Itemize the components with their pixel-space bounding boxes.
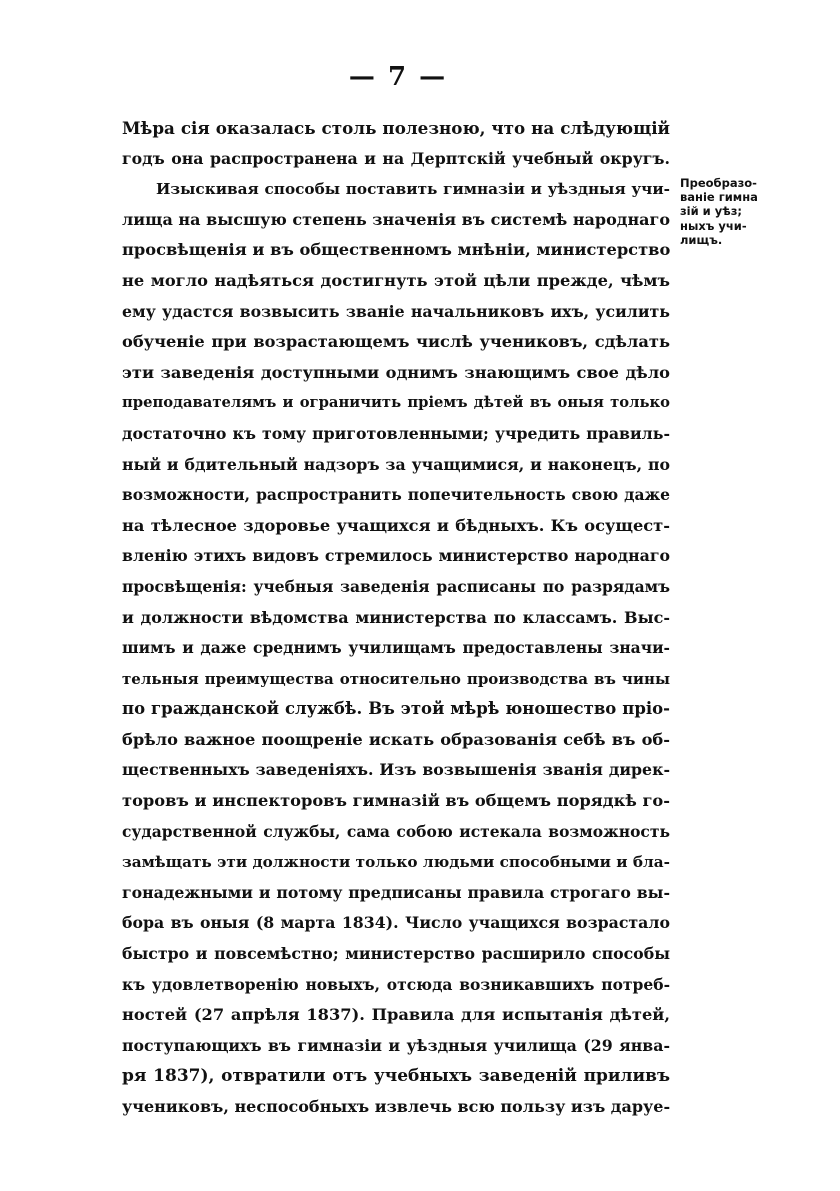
text-line: ему удастся возвысить званіе начальниковъ ихъ, усилить bbox=[122, 301, 670, 321]
margin-note-line: лищъ. bbox=[680, 232, 723, 247]
text-line: достаточно къ тому приготовленными; учредить правиль- bbox=[122, 423, 670, 443]
margin-note-line: Преобразо- bbox=[680, 176, 757, 190]
text-line: поступающихъ въ гимназіи и уѣздныя училища (29 янва- bbox=[122, 1035, 670, 1055]
text-line: учениковъ, неспособныхъ извлечь всю пользу изъ даруе- bbox=[122, 1097, 670, 1116]
margin-note-line: ваніе гимна bbox=[680, 190, 758, 205]
text-line: гонадежными и потому предписаны правила строгаго вы- bbox=[122, 882, 670, 902]
text-line: преподавателямъ и ограничить пріемъ дѣтей въ оныя только bbox=[122, 394, 670, 412]
text-line: щественныхъ заведеніяхъ. Изъ возвышенія званія дирек- bbox=[122, 760, 670, 780]
text-line: Мѣра сія оказалась столь полезною, что на слѣдующій bbox=[122, 118, 670, 138]
text-line: торовъ и инспекторовъ гимназій въ общемъ порядкѣ го- bbox=[122, 791, 670, 811]
text-line: къ удовлетворенію новыхъ, отсюда возникавшихъ потреб- bbox=[122, 974, 670, 994]
text-line: ностей (27 апрѣля 1837). Правила для испытанія дѣтей, bbox=[122, 1005, 670, 1025]
text-line: эти заведенія доступными однимъ знающимъ свое дѣло bbox=[122, 362, 670, 382]
main-text bbox=[122, 113, 670, 1123]
text-line: не могло надѣяться достигнуть этой цѣли прежде, чѣмъ bbox=[122, 270, 670, 290]
text-line: на тѣлесное здоровье учащихся и бѣдныхъ. Къ осущест- bbox=[122, 515, 670, 535]
text-line: брѣло важное поощреніе искать образованія себѣ въ об- bbox=[122, 729, 670, 749]
text-line: просвѣщенія: учебныя заведенія расписаны по разрядамъ bbox=[122, 576, 670, 596]
text-line: просвѣщенія и въ общественномъ мнѣніи, министерство bbox=[122, 240, 670, 260]
text-line: и должности вѣдомства министерства по классамъ. Выс- bbox=[122, 607, 670, 627]
page-number: — 7 — bbox=[348, 62, 448, 92]
text-line: быстро и повсемѣстно; министерство расширило способы bbox=[122, 944, 670, 964]
text-line: сударственной службы, сама собою истекала возможность bbox=[122, 821, 670, 841]
text-line: тельныя преимущества относительно производства въ чины bbox=[122, 669, 670, 688]
text-line: шимъ и даже среднимъ училищамъ предоставлены значи- bbox=[122, 638, 670, 658]
margin-note-line: ныхъ учи- bbox=[680, 218, 747, 233]
text-line: обученіе при возрастающемъ числѣ учениковъ, сдѣлать bbox=[122, 332, 670, 352]
text-line: замѣщать эти должности только людьми способными и бла- bbox=[122, 853, 670, 872]
text-line: ный и бдительный надзоръ за учащимися, и наконецъ, по bbox=[122, 454, 670, 474]
text-line: вленію этихъ видовъ стремилось министерство народнаго bbox=[122, 546, 670, 566]
text-line: годъ она распространена и на Дерптскій учебный округъ. bbox=[122, 148, 670, 168]
margin-note bbox=[680, 176, 772, 247]
text-line: возможности, распространить попечительность свою даже bbox=[122, 485, 670, 505]
text-line: по гражданской службѣ. Въ этой мѣрѣ юношество пріо- bbox=[122, 699, 670, 719]
text-line: Изыскивая способы поставить гимназіи и уѣздныя учи- bbox=[156, 180, 670, 199]
text-line: ря 1837), отвратили отъ учебныхъ заведеній приливъ bbox=[122, 1066, 670, 1087]
margin-note-line: зій и уѣз; bbox=[680, 204, 742, 219]
text-line: бора въ оныя (8 марта 1834). Число учащихся возрастало bbox=[122, 913, 670, 933]
text-line: лища на высшую степень значенія въ системѣ народнаго bbox=[122, 209, 670, 229]
